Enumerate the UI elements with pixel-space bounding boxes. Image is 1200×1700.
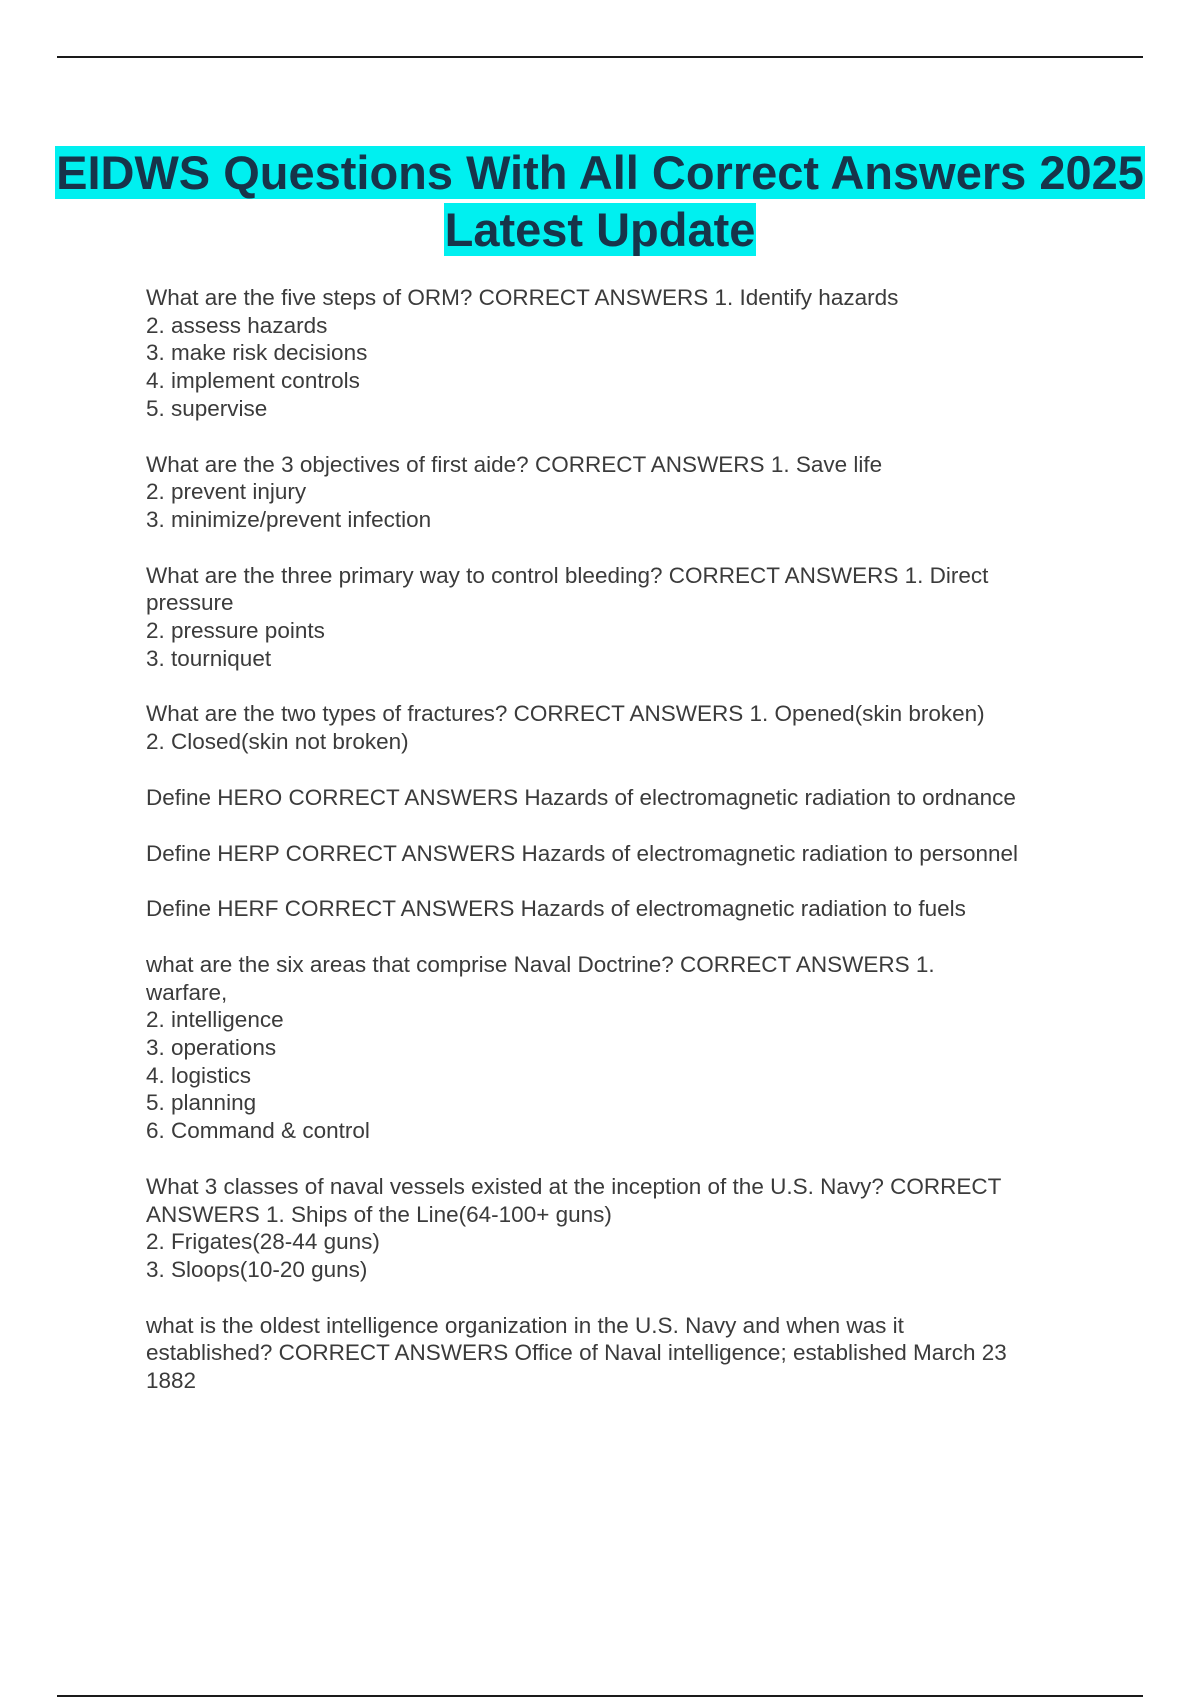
qa-item-naval-doctrine: what are the six areas that comprise Naval Doctrine? CORRECT ANSWERS 1. warfare, 2. intelligence 3. operations 4. logistics 5. planning 6. Command & control xyxy=(146,951,935,1144)
document-title: EIDWS Questions With All Correct Answers 2025 Latest Update xyxy=(56,146,1144,256)
qa-item-herf: Define HERF CORRECT ANSWERS Hazards of electromagnetic radiation to fuels xyxy=(146,896,966,922)
qa-item-vessel-classes: What 3 classes of naval vessels existed at the inception of the U.S. Navy? CORRECT ANSWERS 1. Ships of the Line(64-100+ guns) 2. Frigates(28-44 guns) 3. Sloops(10-20 guns) xyxy=(146,1173,1002,1282)
qa-item-bleeding: What are the three primary way to control bleeding? CORRECT ANSWERS 1. Direct pressure 2. pressure points 3. tourniquet xyxy=(146,562,989,671)
qa-item-oldest-intel-org: what is the oldest intelligence organization in the U.S. Navy and when was it established? CORRECT ANSWERS Office of Naval intelligence; established March 23 1882 xyxy=(146,1312,1007,1394)
top-rule xyxy=(57,56,1143,58)
title-block xyxy=(0,144,1200,258)
bottom-rule xyxy=(57,1695,1143,1697)
qa-item-hero: Define HERO CORRECT ANSWERS Hazards of electromagnetic radiation to ordnance xyxy=(146,784,1016,810)
qa-item-first-aid: What are the 3 objectives of first aide? CORRECT ANSWERS 1. Save life 2. prevent injury 3. minimize/prevent infection xyxy=(146,451,883,532)
qa-item-fractures: What are the two types of fractures? CORRECT ANSWERS 1. Opened(skin broken) 2. Closed(skin not broken) xyxy=(146,701,985,755)
qa-item-orm: What are the five steps of ORM? CORRECT ANSWERS 1. Identify hazards 2. assess hazards 3. make risk decisions 4. implement controls 5. supervise xyxy=(146,285,899,421)
qa-item-herp: Define HERP CORRECT ANSWERS Hazards of electromagnetic radiation to personnel xyxy=(146,840,1019,866)
qa-list xyxy=(146,284,1096,1423)
